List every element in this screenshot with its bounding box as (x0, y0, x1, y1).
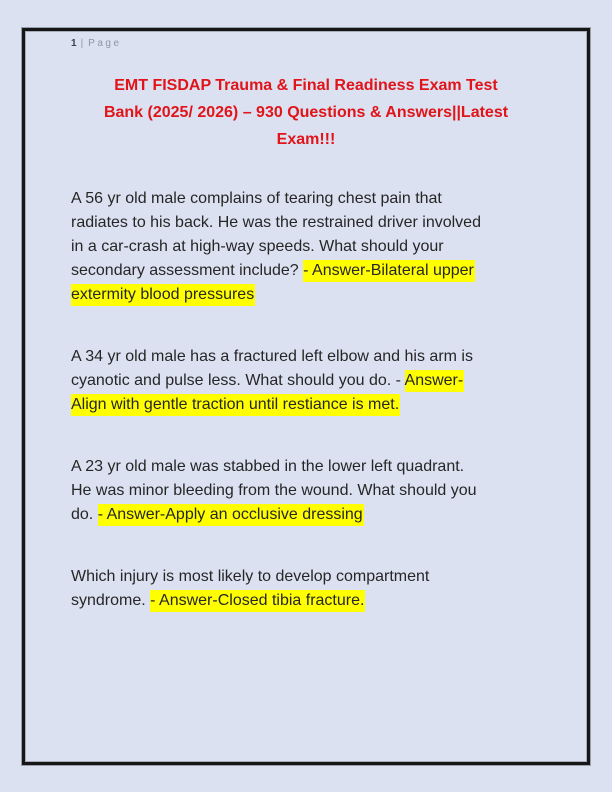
text-line (71, 503, 541, 527)
text-line (71, 283, 541, 307)
text-segment: A 23 yr old male was stabbed in the lower left quadrant. (71, 458, 465, 475)
text-segment: He was minor bleeding from the wound. What should you (71, 482, 477, 499)
highlighted-answer-segment: extermity blood pressures (71, 284, 255, 306)
page-number: 1 (71, 38, 77, 49)
text-line (71, 259, 541, 283)
title-line: Exam!!! (276, 131, 336, 148)
text-line (71, 565, 541, 589)
text-segment: syndrome. (71, 592, 151, 609)
text-segment: Which injury is most likely to develop compartment (71, 568, 430, 585)
text-line (71, 187, 541, 211)
text-segment: A 34 yr old male has a fractured left elbow and his arm is (71, 348, 473, 365)
page-border-frame (22, 28, 590, 765)
highlighted-answer-segment: - Answer-Apply an occlusive dressing (98, 504, 364, 526)
text-segment: do. (71, 506, 98, 523)
page-label: Page (88, 38, 122, 49)
text-segment: A 56 yr old male complains of tearing chest pain that (71, 190, 442, 207)
highlighted-answer-segment: - Answer-Closed tibia fracture. (150, 590, 365, 612)
title-line: EMT FISDAP Trauma & Final Readiness Exam Test (114, 77, 498, 94)
highlighted-answer-segment: Answer- (405, 370, 465, 392)
question-paragraph-1 (71, 187, 541, 307)
text-line (71, 455, 541, 479)
text-segment: radiates to his back. He was the restrained driver involved (71, 214, 481, 231)
question-paragraph-4 (71, 565, 541, 613)
page-content (25, 31, 587, 613)
text-segment: cyanotic and pulse less. What should you do. - (71, 372, 405, 389)
document-title (71, 72, 541, 153)
text-line (71, 211, 541, 235)
text-segment: in a car-crash at high-way speeds. What should your (71, 238, 444, 255)
highlighted-answer-segment: - Answer-Bilateral upper (303, 260, 475, 282)
question-paragraph-3 (71, 455, 541, 527)
highlighted-answer-segment: Align with gentle traction until restiance is met. (71, 394, 400, 416)
page-header (71, 37, 541, 51)
page-separator: | (80, 38, 84, 49)
text-line (71, 345, 541, 369)
title-line: Bank (2025/ 2026) – 930 Questions & Answers||Latest (103, 104, 509, 121)
text-line (71, 369, 541, 393)
text-line (71, 479, 541, 503)
text-line (71, 393, 541, 417)
text-line (71, 589, 541, 613)
text-line (71, 235, 541, 259)
question-paragraph-2 (71, 345, 541, 417)
text-segment: secondary assessment include? (71, 262, 304, 279)
